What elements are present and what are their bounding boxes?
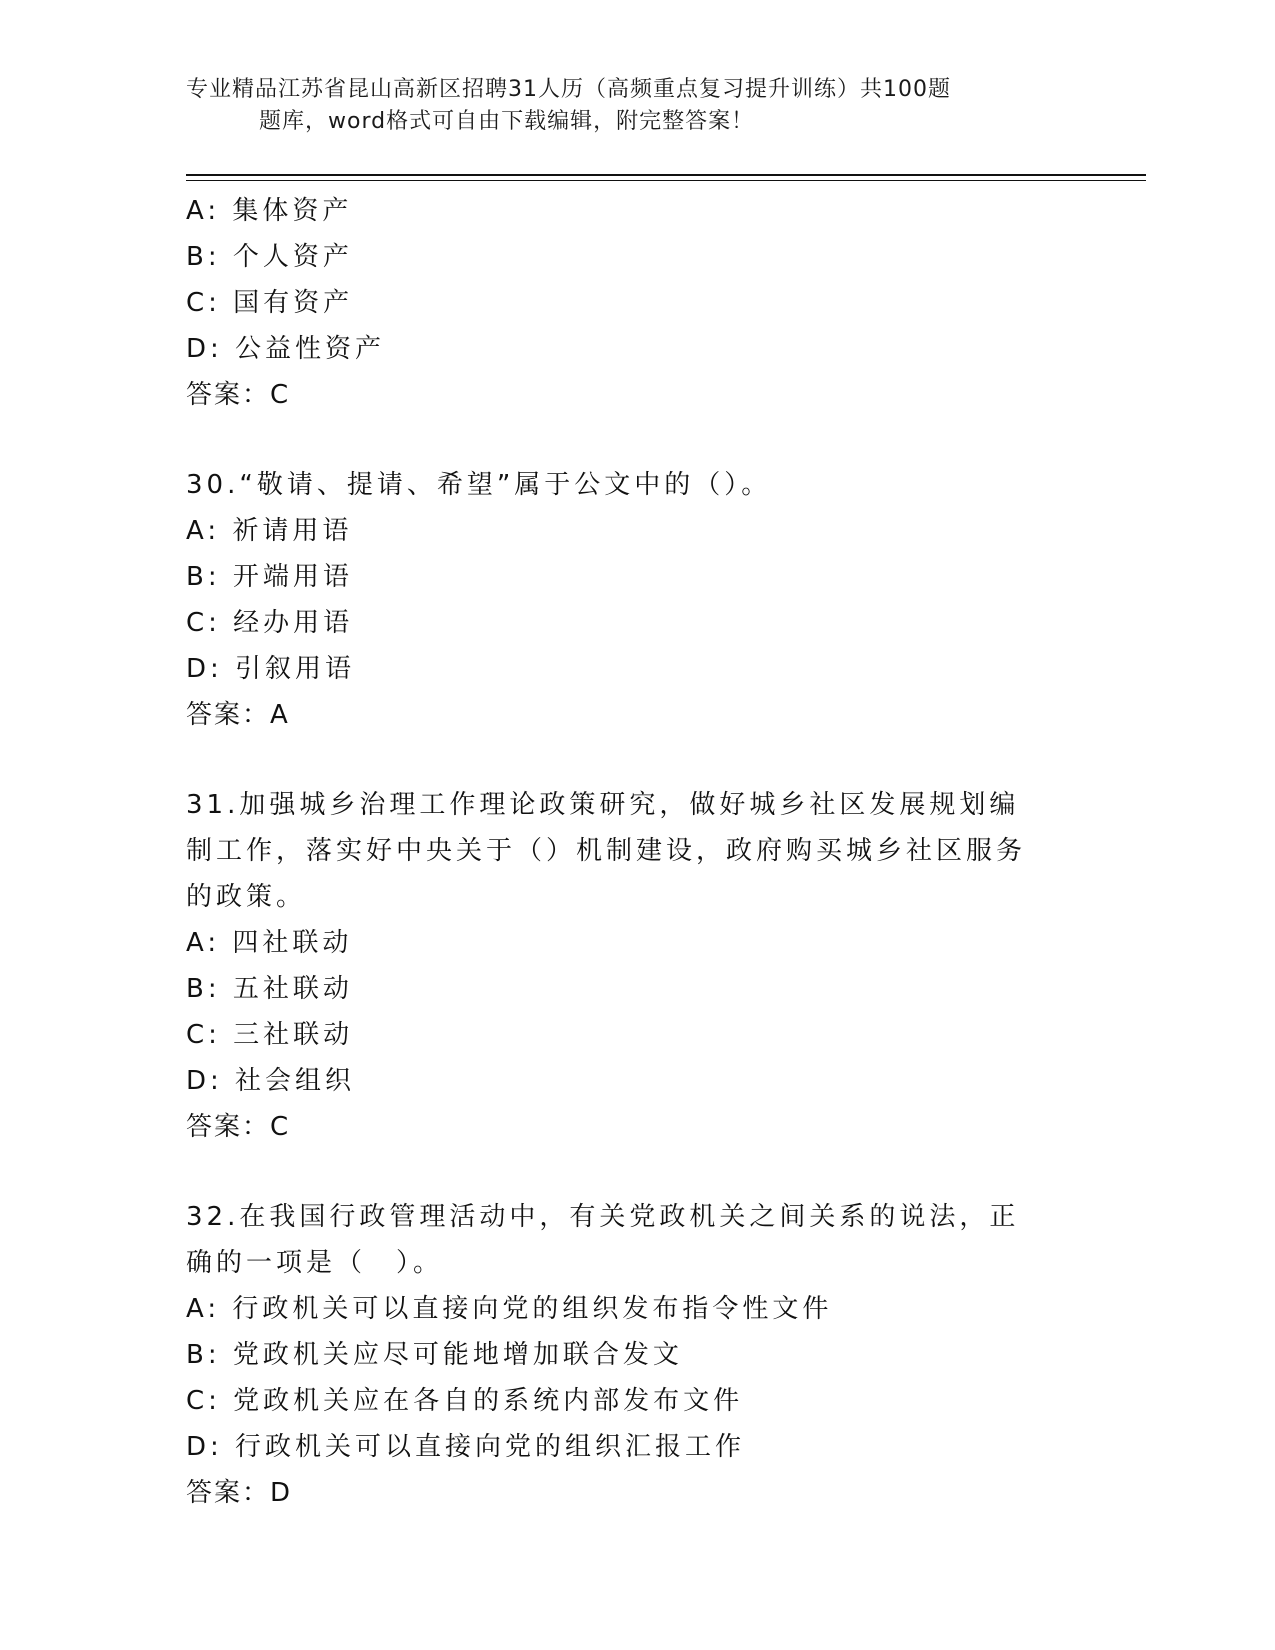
option-d: D: 行政机关可以直接向党的组织汇报工作 (186, 1432, 746, 1462)
question-block (186, 188, 1086, 418)
question-block (186, 462, 1086, 738)
question-block (186, 782, 1086, 1150)
option-b: B: 个人资产 (186, 242, 353, 272)
option-c: C: 三社联动 (186, 1020, 354, 1050)
option-d: D: 引叙用语 (186, 654, 356, 684)
document-header (186, 74, 1086, 138)
question-text: 31.加强城乡治理工作理论政策研究，做好城乡社区发展规划编制工作，落实好中央关于（）机制建设，政府购买城乡社区服务的政策。 (186, 790, 1027, 912)
option-d: D: 社会组织 (186, 1066, 356, 1096)
option-a: A: 祈请用语 (186, 516, 353, 546)
option-c: C: 经办用语 (186, 608, 354, 638)
answer-line: 答案：C (186, 380, 291, 410)
answer-line: 答案：C (186, 1112, 291, 1142)
option-a: A: 行政机关可以直接向党的组织发布指令性文件 (186, 1294, 833, 1324)
question-text: 32.在我国行政管理活动中，有关党政机关之间关系的说法，正确的一项是（ ）。 (186, 1202, 1020, 1278)
header-divider-thin (186, 180, 1146, 181)
option-a: A: 集体资产 (186, 196, 353, 226)
question-block (186, 1194, 1086, 1516)
answer-line: 答案：D (186, 1478, 293, 1508)
question-text: 30.“敬请、提请、希望”属于公文中的（）。 (186, 470, 772, 500)
question-list (186, 188, 1086, 1560)
option-a: A: 四社联动 (186, 928, 353, 958)
option-b: B: 党政机关应尽可能地增加联合发文 (186, 1340, 683, 1370)
header-line-2: 题库，word格式可自由下载编辑，附完整答案！ (259, 109, 755, 134)
option-c: C: 党政机关应在各自的系统内部发布文件 (186, 1386, 744, 1416)
header-divider-thick (186, 174, 1146, 176)
header-line-1: 专业精品江苏省昆山高新区招聘31人历（高频重点复习提升训练）共100题 (186, 77, 951, 102)
option-c: C: 国有资产 (186, 288, 354, 318)
option-b: B: 开端用语 (186, 562, 353, 592)
answer-line: 答案：A (186, 700, 290, 730)
option-b: B: 五社联动 (186, 974, 353, 1004)
option-d: D: 公益性资产 (186, 334, 386, 364)
